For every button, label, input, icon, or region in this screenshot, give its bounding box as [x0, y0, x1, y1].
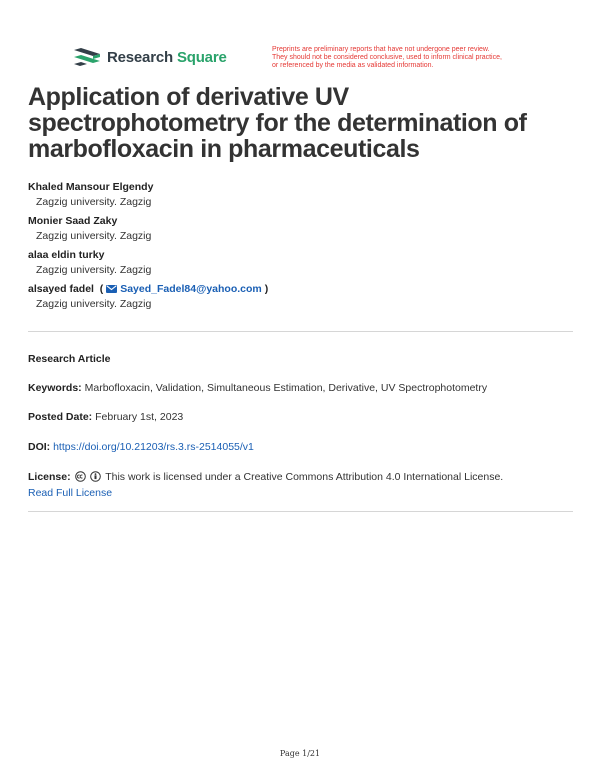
email-open-paren: (: [96, 283, 104, 295]
author-affiliation: Zagzig university. Zagzig: [36, 196, 152, 208]
disclaimer-line: They should not be considered conclusive, used to inform clinical practice,: [272, 54, 502, 61]
author-entry: [28, 180, 568, 210]
author-entry: [28, 248, 568, 278]
research-square-logo-icon: [74, 48, 100, 66]
read-full-license-link[interactable]: Read Full License: [28, 487, 113, 499]
disclaimer-line: Preprints are preliminary reports that have not undergone peer review.: [272, 46, 490, 53]
article-title: Application of derivative UV spectrophotometry for the determination of marbofloxacin in pharmaceuticals: [28, 83, 527, 163]
divider: [28, 331, 573, 332]
page-number: Page 1/21: [279, 749, 321, 758]
posted-date-value: February 1st, 2023: [95, 411, 184, 423]
author-email: Sayed_Fadel84@yahoo.com: [120, 283, 262, 295]
license-text: This work is licensed under a Creative Commons Attribution 4.0 International License.: [105, 471, 504, 483]
keywords-row: [28, 380, 573, 396]
author-name: Khaled Mansour Elgendy: [28, 181, 154, 193]
posted-date-label: Posted Date:: [28, 411, 93, 423]
author-entry: [28, 282, 568, 312]
page-header: [74, 46, 534, 76]
article-type-label: Research Article: [28, 353, 111, 365]
doi-link[interactable]: https://doi.org/10.21203/rs.3.rs-2514055/v1: [53, 441, 254, 453]
logo-text: [107, 49, 227, 66]
author-affiliation: Zagzig university. Zagzig: [36, 298, 152, 310]
article-type: [28, 351, 573, 367]
logo-word-research: Research: [107, 48, 173, 66]
logo-word-square: Square: [176, 48, 227, 66]
author-entry: [28, 214, 568, 244]
attribution-icon: [90, 471, 101, 482]
research-square-logo[interactable]: [74, 48, 227, 66]
creative-commons-icon: [75, 471, 86, 482]
preprint-disclaimer: [272, 46, 542, 70]
license-row: [28, 469, 573, 501]
email-close-paren: ): [264, 283, 269, 295]
author-affiliation: Zagzig university. Zagzig: [36, 230, 152, 242]
corresponding-author: [28, 282, 568, 296]
author-email-link[interactable]: [106, 283, 264, 295]
author-name: Monier Saad Zaky: [28, 215, 118, 227]
license-label: License:: [28, 471, 71, 483]
disclaimer-line: or referenced by the media as validated information.: [272, 62, 434, 69]
envelope-icon: [106, 285, 117, 293]
divider: [28, 511, 573, 512]
author-name: alsayed fadel: [28, 283, 94, 295]
doi-label: DOI:: [28, 441, 51, 453]
keywords-value: Marbofloxacin, Validation, Simultaneous Estimation, Derivative, UV Spectrophotometry: [84, 382, 488, 394]
keywords-label: Keywords:: [28, 382, 82, 394]
author-name: alaa eldin turky: [28, 249, 105, 261]
author-affiliation: Zagzig university. Zagzig: [36, 264, 152, 276]
author-list: [28, 180, 568, 316]
doi-row: [28, 439, 573, 455]
posted-date-row: [28, 409, 573, 425]
